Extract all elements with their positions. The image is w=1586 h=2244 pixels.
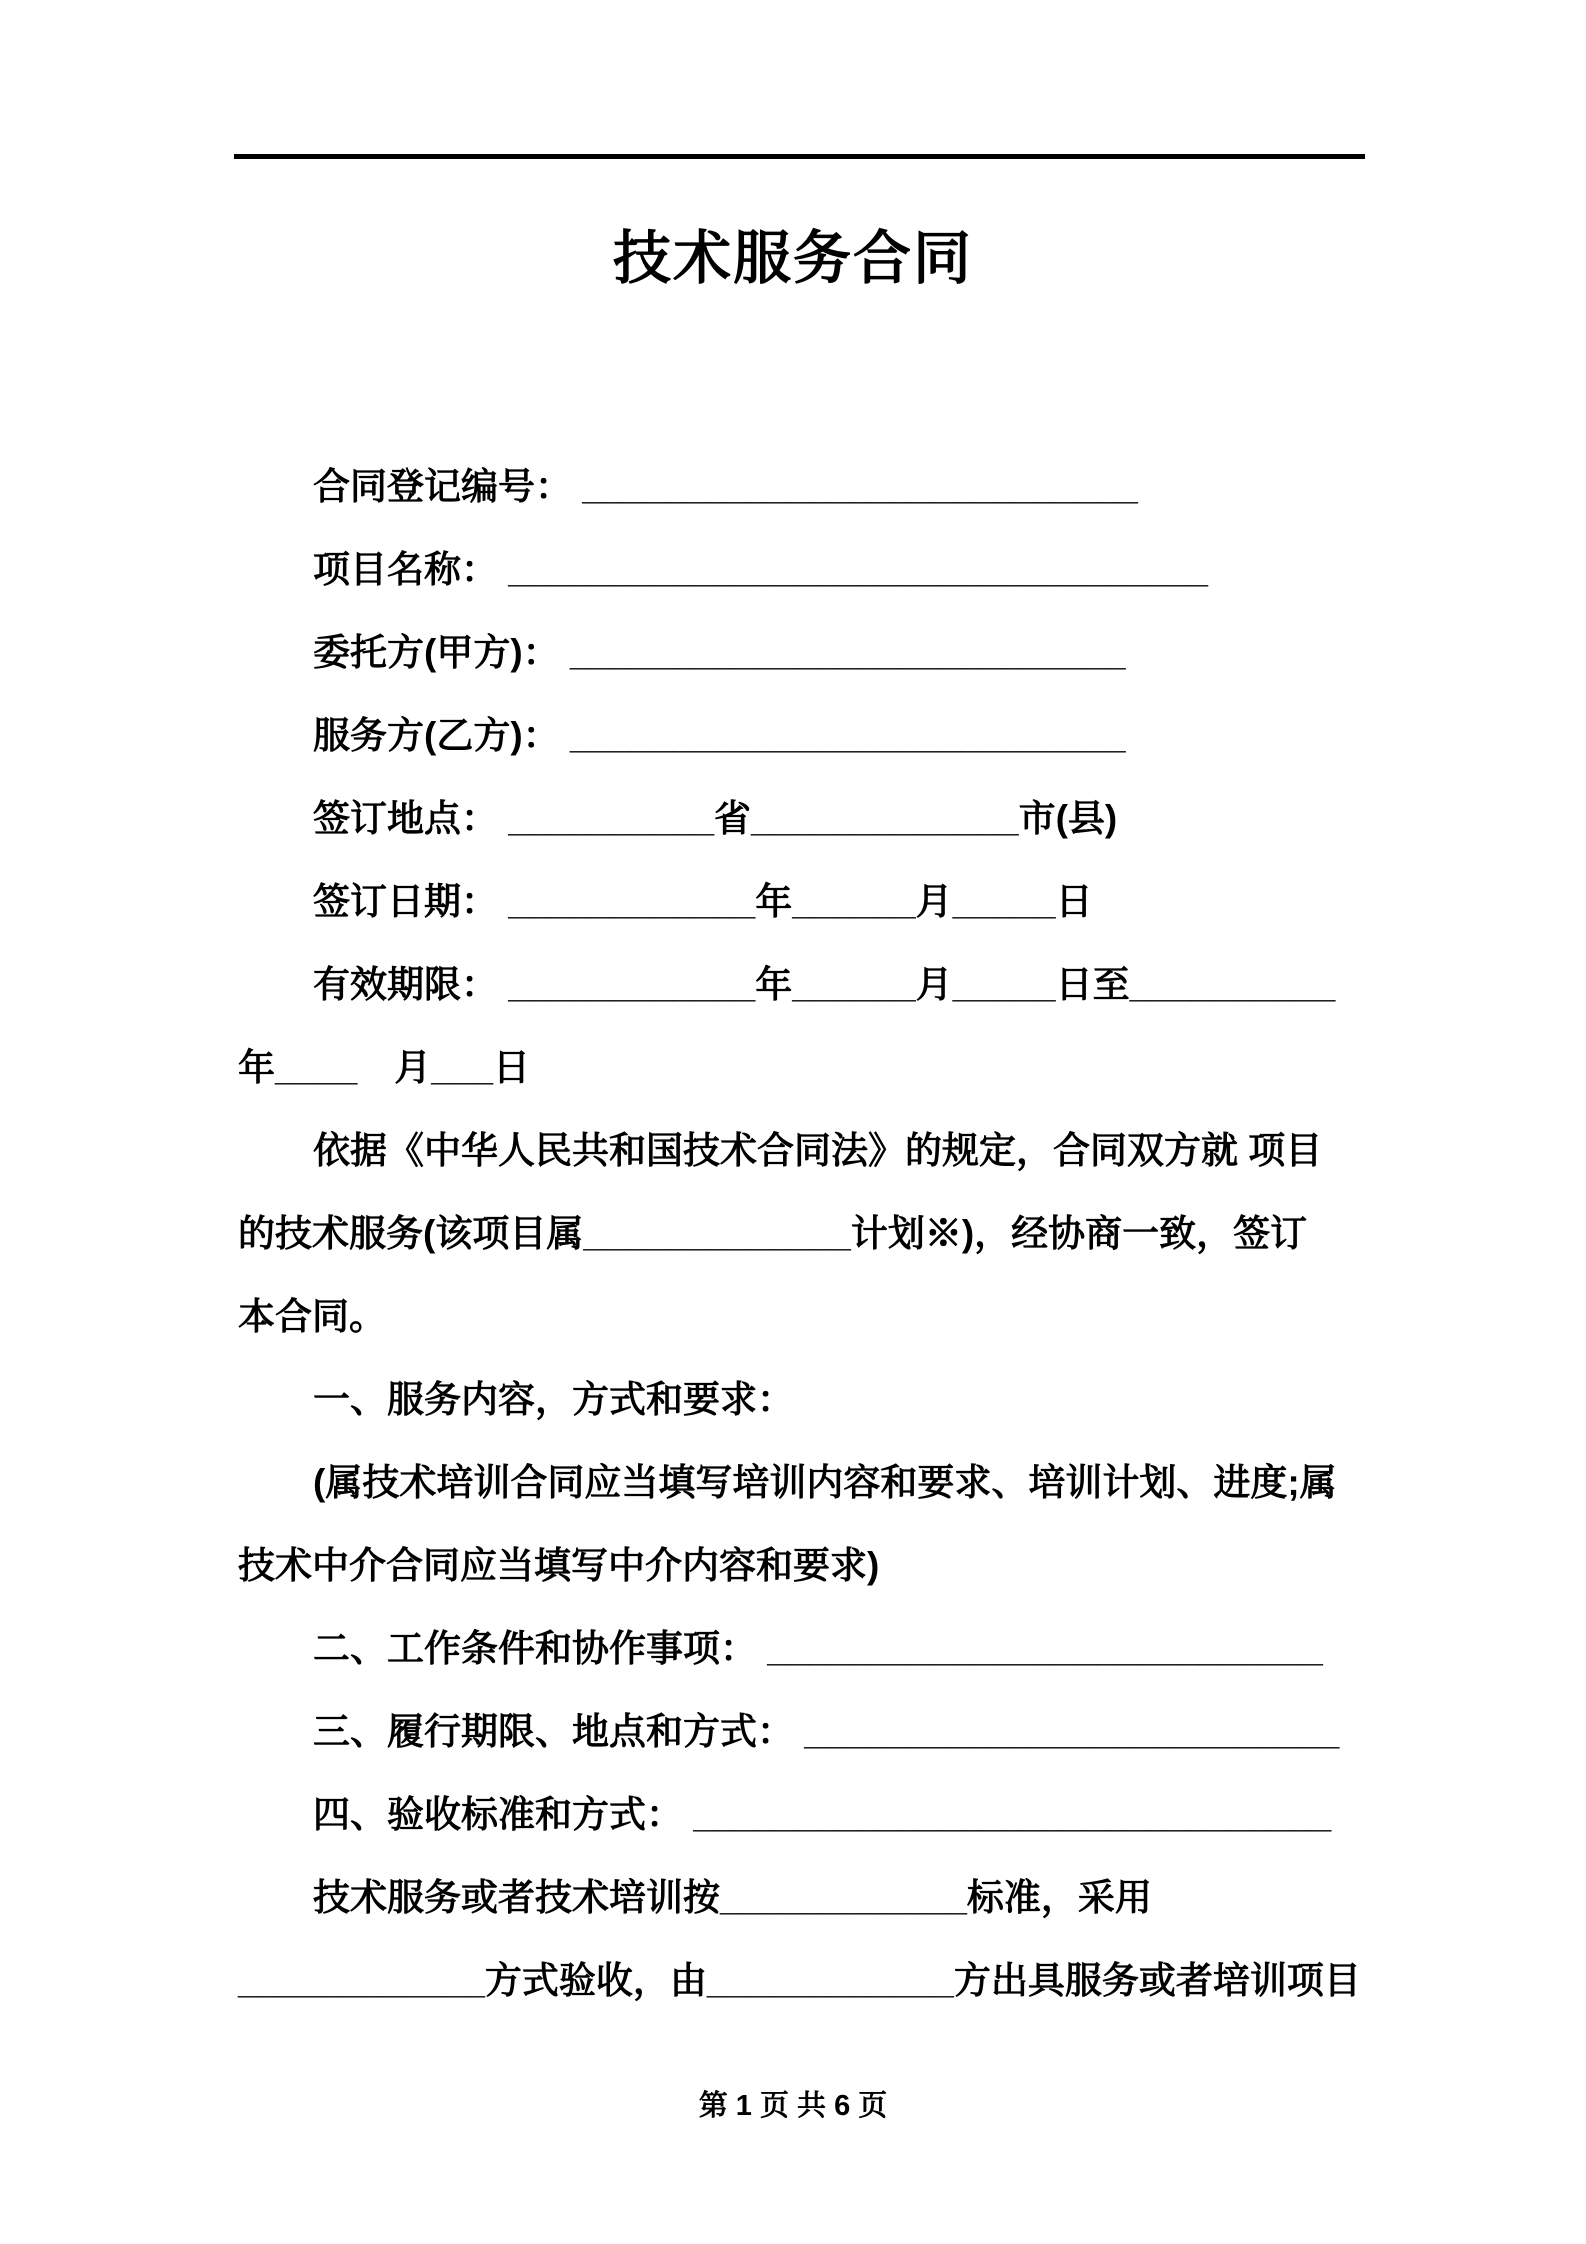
page-title: 技术服务合同 (612, 226, 973, 291)
project-name-line: 项目名称： __________________________________ (313, 549, 1208, 590)
service-party-b-line: 服务方(乙方)： ___________________________ (313, 715, 1126, 756)
page-number-footer: 第 1 页 共 6 页 (698, 2090, 888, 2122)
signing-date-line: 签订日期： ____________年______月_____日 (313, 881, 1093, 922)
validity-period-line: 有效期限： ____________年______月_____日至__________ (313, 964, 1336, 1005)
validity-period-continuation-line: 年____ 月___日 (238, 1047, 531, 1088)
section-3-heading-line: 三、履行期限、地点和方式： __________________________ (313, 1711, 1340, 1752)
section-1-note-line-1: (属技术培训合同应当填写培训内容和要求、培训计划、进度;属 (313, 1462, 1337, 1503)
client-party-a-line: 委托方(甲方)： ___________________________ (313, 632, 1126, 673)
preamble-line-2: 的技术服务(该项目属_____________计划※)，经协商一致，签订 (238, 1213, 1308, 1254)
signing-place-line: 签订地点： __________省_____________市(县) (313, 798, 1118, 839)
acceptance-standard-line-2: ____________方式验收，由____________方出具服务或者培训项目 (238, 1960, 1361, 2001)
contract-registration-number-line: 合同登记编号： ___________________________ (313, 466, 1138, 507)
acceptance-standard-line-1: 技术服务或者技术培训按____________标准，采用 (313, 1877, 1152, 1918)
section-4-heading-line: 四、验收标准和方式： _______________________________ (313, 1794, 1332, 1835)
contract-body (238, 445, 1361, 2022)
header-rule-divider (234, 154, 1365, 159)
section-1-heading-line: 一、服务内容，方式和要求： (313, 1379, 794, 1420)
preamble-line-1: 依据《中华人民共和国技术合同法》的规定，合同双方就 项目 (313, 1130, 1323, 1171)
section-1-note-line-2: 技术中介合同应当填写中介内容和要求) (238, 1545, 880, 1586)
preamble-line-3: 本合同。 (238, 1296, 386, 1337)
section-2-heading-line: 二、工作条件和协作事项： ___________________________ (313, 1628, 1323, 1669)
